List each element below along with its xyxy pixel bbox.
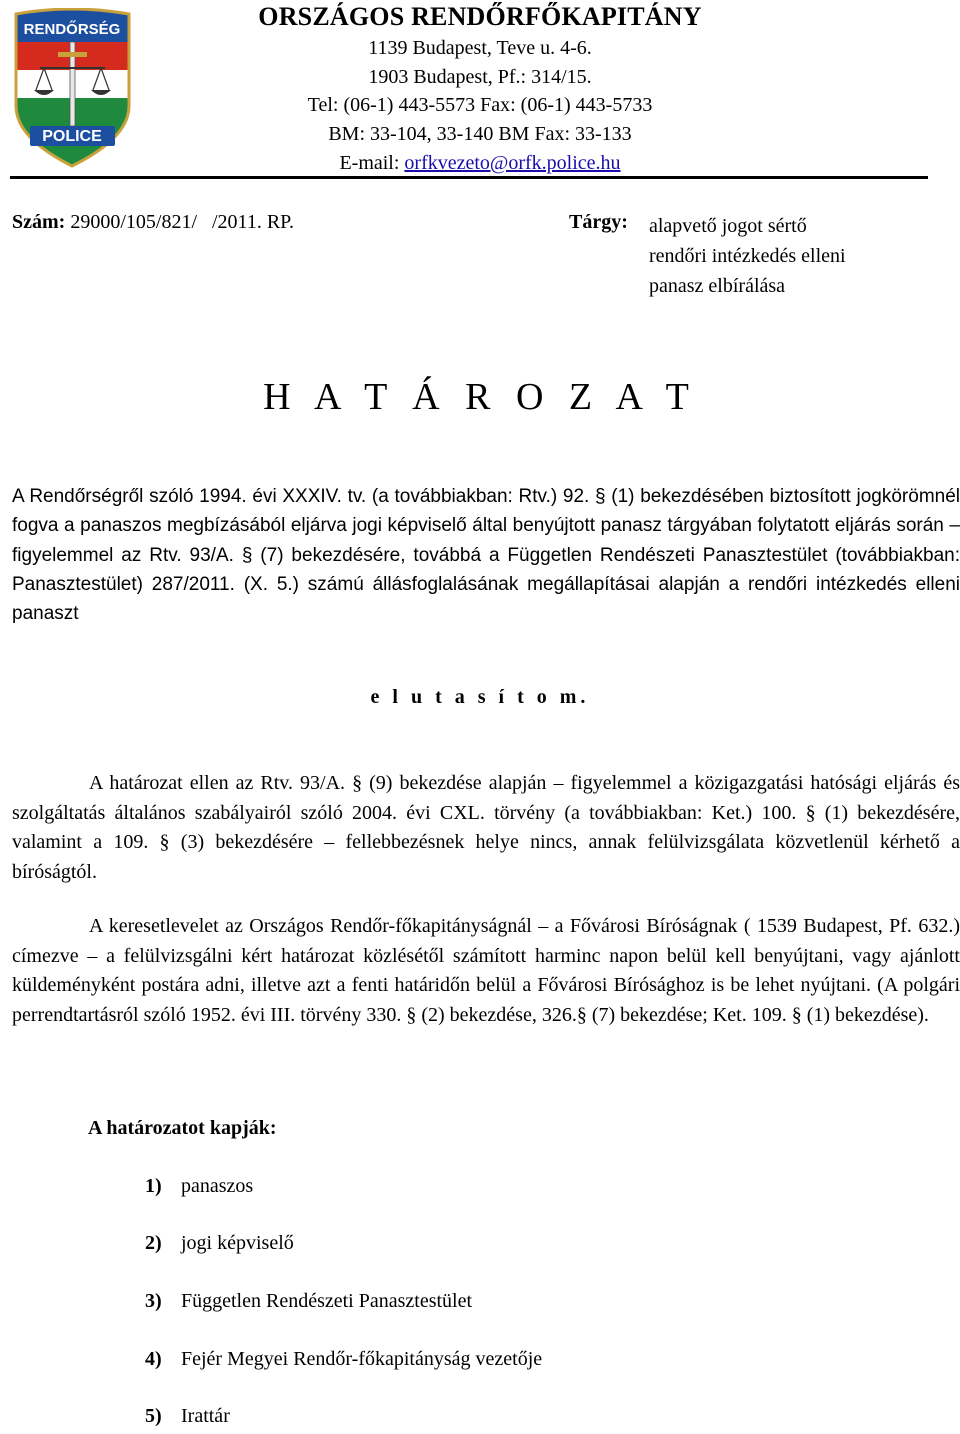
logo-bottom-text: POLICE xyxy=(42,128,102,145)
bm-line: BM: 33-104, 33-140 BM Fax: 33-133 xyxy=(328,123,632,146)
recipient-number: 4) xyxy=(145,1348,162,1370)
email-line xyxy=(140,149,820,178)
list-item xyxy=(145,1232,294,1255)
list-item xyxy=(145,1405,230,1428)
subject-line: rendőri intézkedés elleni xyxy=(649,245,846,267)
reference-number xyxy=(12,211,294,234)
org-name: ORSZÁGOS RENDŐRFŐKAPITÁNY xyxy=(258,2,702,31)
subject-line: alapvető jogot sértő xyxy=(649,215,807,237)
recipient-name: panaszos xyxy=(181,1175,254,1197)
address-line-1: 1139 Budapest, Teve u. 4-6. xyxy=(368,37,592,59)
recipient-name: Fejér Megyei Rendőr-főkapitányság vezetője xyxy=(181,1348,543,1370)
recipients-title: A határozatot kapják: xyxy=(88,1117,277,1139)
email-link[interactable]: orfkvezeto@orfk.police.hu xyxy=(404,151,621,174)
appeal-paragraph: A határozat ellen az Rtv. 93/A. § (9) bekezdése alapján – figyelemmel a közigazgatási hatósági eljárás és szolgáltatás általános szabályairól szóló 2004. évi CXL. törvény (a továbbiakban: Ket.) 100. § (1) bekezdésére, valamint a 109. § (3) bekezdésére – fellebbezésnek helye nincs, annak felülvizsgálata közvetlenül kérhető a bíróságtól. xyxy=(12,772,960,883)
decision-statement: e l u t a s í t o m. xyxy=(370,686,590,708)
list-item xyxy=(145,1290,472,1313)
email-label: E-mail: xyxy=(339,151,405,174)
phone-line: Tel: (06-1) 443-5573 Fax: (06-1) 443-5733 xyxy=(307,94,653,117)
recipient-number: 1) xyxy=(145,1175,162,1197)
logo-top-text: RENDŐRSÉG xyxy=(23,21,121,38)
recipient-name: jogi képviselő xyxy=(181,1232,294,1254)
reference-label: Szám: xyxy=(12,211,66,233)
subject-label: Tárgy: xyxy=(569,211,628,233)
recipient-number: 3) xyxy=(145,1290,162,1312)
lawsuit-paragraph: A keresetlevelet az Országos Rendőr-főkapitányságnál – a Fővárosi Bíróságnak ( 1539 Budapest, Pf. 632.) címezve – a felülvizsgálni kért határozat közlésétől számított harminc napon belül kell benyújtani, vagy ajánlott küldeményként postára adni, illetve azt a fenti határidőn belül a Fővárosi Bírósághoz is be lehet nyújtani. (A polgári perrendtartásról szóló 1952. évi III. törvény 330. § (2) bekezdése, 326.§ (7) bekezdése; Ket. 109. § (1) bekezdése). xyxy=(12,915,960,1026)
document-title: H A T Á R O Z A T xyxy=(263,376,697,418)
recipient-name: Független Rendészeti Panasztestület xyxy=(181,1290,473,1312)
recipient-number: 2) xyxy=(145,1232,162,1254)
recipient-number: 5) xyxy=(145,1405,162,1427)
address-line-2: 1903 Budapest, Pf.: 314/15. xyxy=(368,65,592,88)
list-item xyxy=(145,1175,253,1198)
intro-paragraph: A Rendőrségről szóló 1994. évi XXXIV. tv. (a továbbiakban: Rtv.) 92. § (1) bekezdésében biztosított jogkörömnél fogva a panaszos megbízásából eljárva jogi képviselő által benyújtott panasz tárgyában folytatott eljárás során – figyelemmel az Rtv. 93/A. § (7) bekezdésére, továbbá a Független Rendészeti Panasztestület (továbbiakban: Panasztestület) 287/2011. (X. 5.) számú állásfoglalásának megállapításai alapján a rendőri intézkedés elleni panaszt xyxy=(12,486,960,625)
reference-value: 29000/105/821/ /2011. RP. xyxy=(65,211,295,233)
header-contact-block xyxy=(140,34,820,178)
list-item xyxy=(145,1348,542,1371)
recipient-name: Irattár xyxy=(181,1405,230,1427)
police-shield-logo xyxy=(10,8,135,168)
subject-line: panasz elbírálása xyxy=(649,275,786,297)
subject-lines xyxy=(649,211,846,301)
header-divider xyxy=(10,176,928,179)
